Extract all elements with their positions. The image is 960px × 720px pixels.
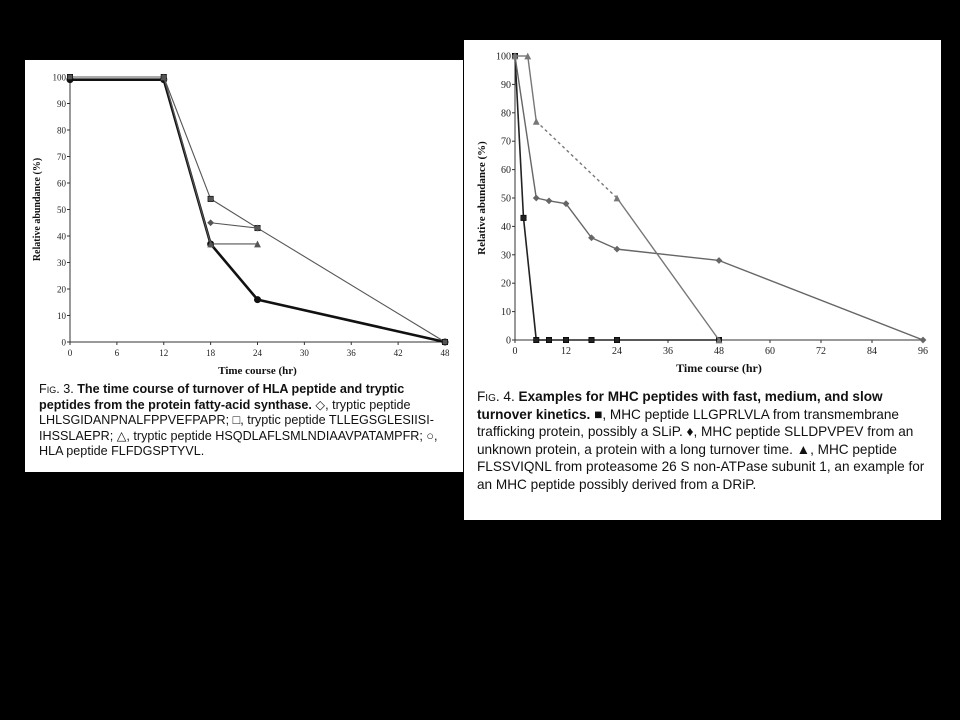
x-tick-label: 48 [440,348,450,358]
x-tick-label: 42 [393,348,403,358]
x-tick-label: 30 [299,348,309,358]
x-tick-label: 60 [765,346,775,357]
series-2-segment [164,77,211,199]
figure-3-caption-title: The time course of turnover of HLA peptide and tryptic peptides from the protein fatty-acid synthase. [39,382,405,412]
x-tick-label: 24 [612,346,622,357]
series-3-point [614,195,621,202]
y-tick-label: 90 [501,79,511,91]
x-axis-title: Time course (hr) [218,365,297,377]
y-axis-title: Relative abundance (%) [32,157,43,262]
x-tick-label: 36 [346,348,356,358]
y-tick-label: 40 [501,221,511,233]
y-tick-label: 40 [57,231,66,242]
y-tick-label: 80 [57,125,66,136]
figure-4-chart [464,40,941,386]
series-4-segment [164,77,211,244]
y-tick-label: 20 [501,278,511,290]
series-2-point [442,339,447,344]
y-tick-label: 100 [496,51,511,63]
series-2-segment [617,249,719,260]
series-1-point [546,337,551,342]
x-tick-label: 72 [816,346,826,357]
y-tick-label: 100 [52,72,66,83]
y-axis-title: Relative abundance (%) [476,141,488,255]
y-tick-label: 30 [501,250,511,262]
y-tick-label: 80 [501,108,511,120]
series-2-point [67,74,72,79]
x-tick-label: 6 [114,348,120,358]
y-tick-label: 60 [57,178,66,189]
y-tick-label: 10 [57,311,66,321]
series-1-point [534,337,539,342]
series-2-segment [566,204,592,238]
series-3-segment [617,198,719,340]
figure-3-label: Fig. 3. [39,382,74,396]
series-2-segment [719,260,923,340]
y-tick-label: 50 [501,193,511,205]
y-tick-label: 0 [61,337,66,348]
figure-4-caption [477,388,935,494]
series-1-segment [524,218,537,340]
x-tick-label: 0 [512,346,518,357]
series-1-segment [258,300,446,342]
x-tick-label: 24 [253,348,262,358]
figure-3-caption [39,382,455,460]
series-2-point [208,196,213,201]
y-tick-label: 50 [57,205,66,215]
series-2-point [546,197,553,204]
y-tick-label: 30 [57,258,66,268]
x-tick-label: 0 [67,348,73,358]
series-2-point [614,246,621,253]
x-tick-label: 12 [561,346,571,357]
y-tick-label: 0 [506,335,511,347]
x-tick-label: 12 [159,348,169,358]
series-1-point [255,297,261,303]
figure-4-label: Fig. 4. [477,389,515,404]
series-1-point [589,337,594,342]
series-3-segment [528,56,537,121]
y-tick-label: 20 [57,284,66,295]
figure-4-caption-title: Examples for MHC peptides with fast, medium, and slow turnover kinetics. [477,389,883,422]
x-tick-label: 36 [663,346,673,357]
figure-4-panel [464,40,941,520]
y-tick-label: 70 [501,136,511,148]
figure-3-caption-body: ◇, tryptic peptide LHLSGIDANPNALFPPVEFPAPR; □, tryptic peptide TLLEGSGLESIISI-IHSSLAEPR; △, tryptic peptide HSQDLAFLSMLNDIAAVPATAMPFR; ○, HLA peptide FLFDGSPTYVL. [39,397,438,459]
x-tick-label: 18 [206,348,216,358]
series-1-point [521,215,526,220]
series-2-point [716,257,723,264]
x-tick-label: 96 [918,346,928,357]
series-3-point [533,118,540,125]
series-1-segment [211,244,258,300]
series-2-point [920,337,927,344]
x-tick-label: 48 [714,346,724,357]
series-2-segment [592,238,618,249]
y-tick-label: 70 [57,152,66,162]
series-2-point [533,195,540,202]
y-tick-label: 90 [57,99,66,109]
figure-3-chart [25,60,463,380]
x-axis-title: Time course (hr) [676,361,762,375]
y-tick-label: 60 [501,165,511,177]
series-1-point [563,337,568,342]
series-3-point [207,219,214,226]
figure-3-panel [25,60,463,472]
y-tick-label: 10 [501,307,511,319]
figure-4-caption-body: ■, MHC peptide LLGPRLVLA from transmembrane trafficking protein, possibly a SLiP. ♦, MHC peptide SLLDPVPEV from an unknown protein, a protein with a long turnover time. ▲, MHC peptide FLSSVIQNL from proteasome 26 S non-ATPase subunit 1, an example for an MHC peptide possibly derived from a DRiP. [477,406,925,492]
series-2-segment [258,228,446,342]
series-1-point [614,337,619,342]
x-tick-label: 84 [867,346,877,357]
series-3-segment [536,121,617,198]
